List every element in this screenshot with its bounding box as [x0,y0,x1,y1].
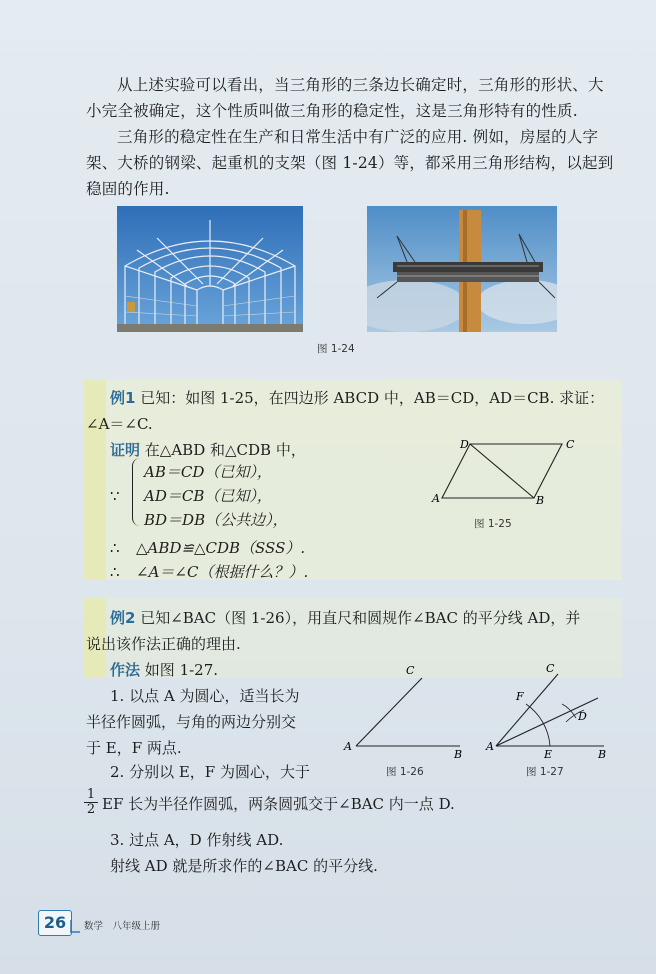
since-symbol: ∵ [110,487,120,505]
therefore-symbol-2: ∴ [110,563,120,581]
proof-conclusion-2: ∠A＝∠C（根据什么？）. [136,563,309,581]
figure-1-24-caption: 图 1-24 [317,343,355,355]
figure-1-26-caption: 图 1-26 [386,766,424,778]
example-1-statement-b: ∠A＝∠C. [86,415,153,433]
label-C: C [406,664,415,677]
label-C: C [546,662,555,675]
page-tab-corner-icon [70,920,82,934]
step-1-line-b: 半径作圆弧，与角的两边分别交 [86,713,297,731]
fraction-denominator: 2 [84,802,98,817]
example-2-statement-a: 已知∠BAC（图 1-26），用直尺和圆规作∠BAC 的平分线 AD，并 [140,609,581,627]
figure-1-26-angle [340,660,470,760]
proof-condition-1: AB＝CD（已知）， [144,463,272,481]
label-A: A [344,740,352,753]
figure-1-27-caption: 图 1-27 [526,766,564,778]
fraction-one-half [84,788,98,817]
proof-brace [132,458,141,526]
label-D: D [460,438,469,451]
label-B: B [598,748,607,760]
proof-condition-2: AD＝CB（已知）， [144,487,272,505]
intro-paragraph-2: 三角形的稳定性在生产和日常生活中有广泛的应用. 例如，房屋的人字架、大桥的钢梁、起重机的支架（图 1-24）等，都采用三角形结构，以起到稳固的作用. [86,128,614,198]
example-2-label: 例2 [110,609,136,627]
label-C: C [566,438,575,451]
label-F: F [516,690,524,703]
proof-label: 证明 [110,441,141,459]
label-A: A [486,740,494,753]
book-title: 数学 八年级上册 [84,921,161,932]
method-label: 作法 [110,661,141,679]
step-2-line-b: EF 长为半径作圆弧，两条圆弧交于∠BAC 内一点 D. [102,795,455,813]
label-D: D [578,710,587,723]
conclusion: 射线 AD 就是所求作的∠BAC 的平分线. [110,857,378,875]
method-line [110,658,218,682]
intro-paragraph-1: 从上述实验可以看出，当三角形的三条边长确定时，三角形的形状、大小完全被确定，这个性质叫做三角形的稳定性，这是三角形特有的性质. [86,76,604,120]
proof-conclusion-1: △ABD≌△CDB（SSS）. [136,539,306,557]
fraction-numerator: 1 [86,787,96,802]
page-number: 26 [38,910,72,936]
example-1-statement-line-1 [110,386,604,410]
therefore-symbol-1: ∴ [110,539,120,557]
roof-truss-photo [117,206,303,332]
proof-intro: 在△ABD 和△CDB 中， [144,441,306,459]
step-3: 3. 过点 A，D 作射线 AD. [110,831,284,849]
figure-1-25-parallelogram [428,436,588,506]
proof-condition-3: BD＝DB（公共边）， [144,511,288,529]
example-2-statement-b: 说出该作法正确的理由. [86,635,241,653]
method-intro: 如图 1-27. [144,661,219,679]
example-1-label: 例1 [110,389,136,407]
example-1-statement-a: 已知：如图 1-25，在四边形 ABCD 中，AB＝CD，AD＝CB. 求证： [140,389,605,407]
example-1-side-band [84,380,106,580]
label-B: B [454,748,463,760]
bridge-crane-photo [367,206,557,332]
figure-1-27-bisector-construction [484,660,614,760]
label-A: A [432,492,440,505]
label-E: E [544,748,553,760]
step-1-line-a: 1. 以点 A 为圆心，适当长为 [110,687,300,705]
step-2-line-a: 2. 分别以 E，F 为圆心，大于 [110,763,310,781]
step-1-line-c: 于 E，F 两点. [86,739,182,757]
figure-1-25-caption: 图 1-25 [474,518,512,530]
label-B: B [536,494,545,506]
example-2-statement-line-1 [110,606,580,630]
